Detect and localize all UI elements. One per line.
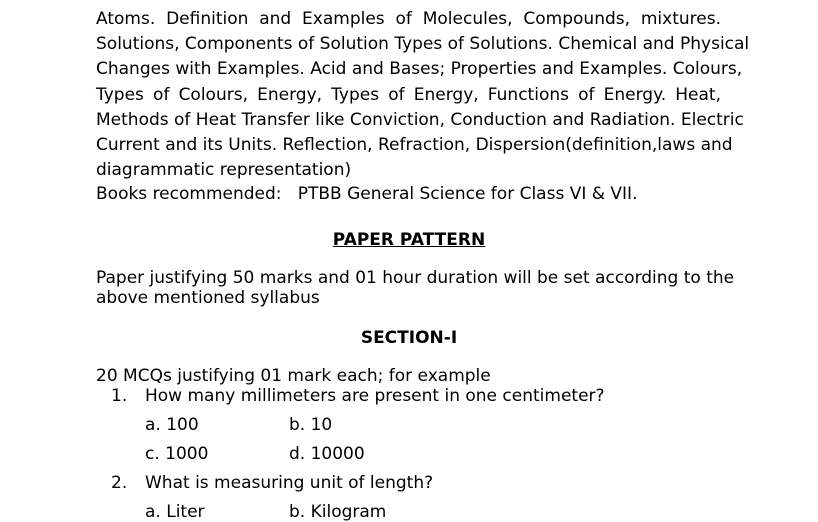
books-value: PTBB General Science for Class VI & VII. [297,184,638,204]
paper-pattern-heading [0,230,818,250]
mcq-intro: 20 MCQs justifying 01 mark each; for example [96,366,491,386]
syllabus-line: Atoms. Definition and Examples of Molecules, Compounds, mixtures. [96,9,721,29]
books-recommended [96,182,637,207]
answer-option: a. 100 [145,415,199,435]
books-label: Books recommended: [96,184,282,204]
answer-option: a. Liter [145,502,205,522]
syllabus-line: Current and its Units. Reflection, Refraction, Dispersion(definition,laws and [96,135,733,156]
question-number: 2. [111,473,128,493]
answer-option: b. 10 [289,415,333,435]
question-text: How many millimeters are present in one centimeter? [145,386,605,406]
syllabus-line: Types of Colours, Energy, Types of Energy, Functions of Energy. Heat, [96,84,721,105]
syllabus-line: Changes with Examples. Acid and Bases; Properties and Examples. Colours, [96,59,743,80]
question-number: 1. [111,386,128,406]
answer-option: d. 10000 [289,444,365,464]
syllabus-line: Methods of Heat Transfer like Conviction, Conduction and Radiation. Electric [96,109,744,130]
answer-option: b. Kilogram [289,502,387,522]
description-line: above mentioned syllabus [96,288,320,308]
paper-pattern-description [96,268,734,308]
question-text: What is measuring unit of length? [145,473,434,493]
section-heading: SECTION-I [360,328,458,348]
answer-option: c. 1000 [145,444,209,464]
syllabus-line: diagrammatic representation) [96,160,352,181]
description-line: Paper justifying 50 marks and 01 hour duration will be set according to the [96,268,735,288]
syllabus-paragraph [96,7,750,183]
syllabus-line: Solutions, Components of Solution Types of Solutions. Chemical and Physical [96,34,750,55]
paper-pattern-title: PAPER PATTERN [332,230,486,250]
